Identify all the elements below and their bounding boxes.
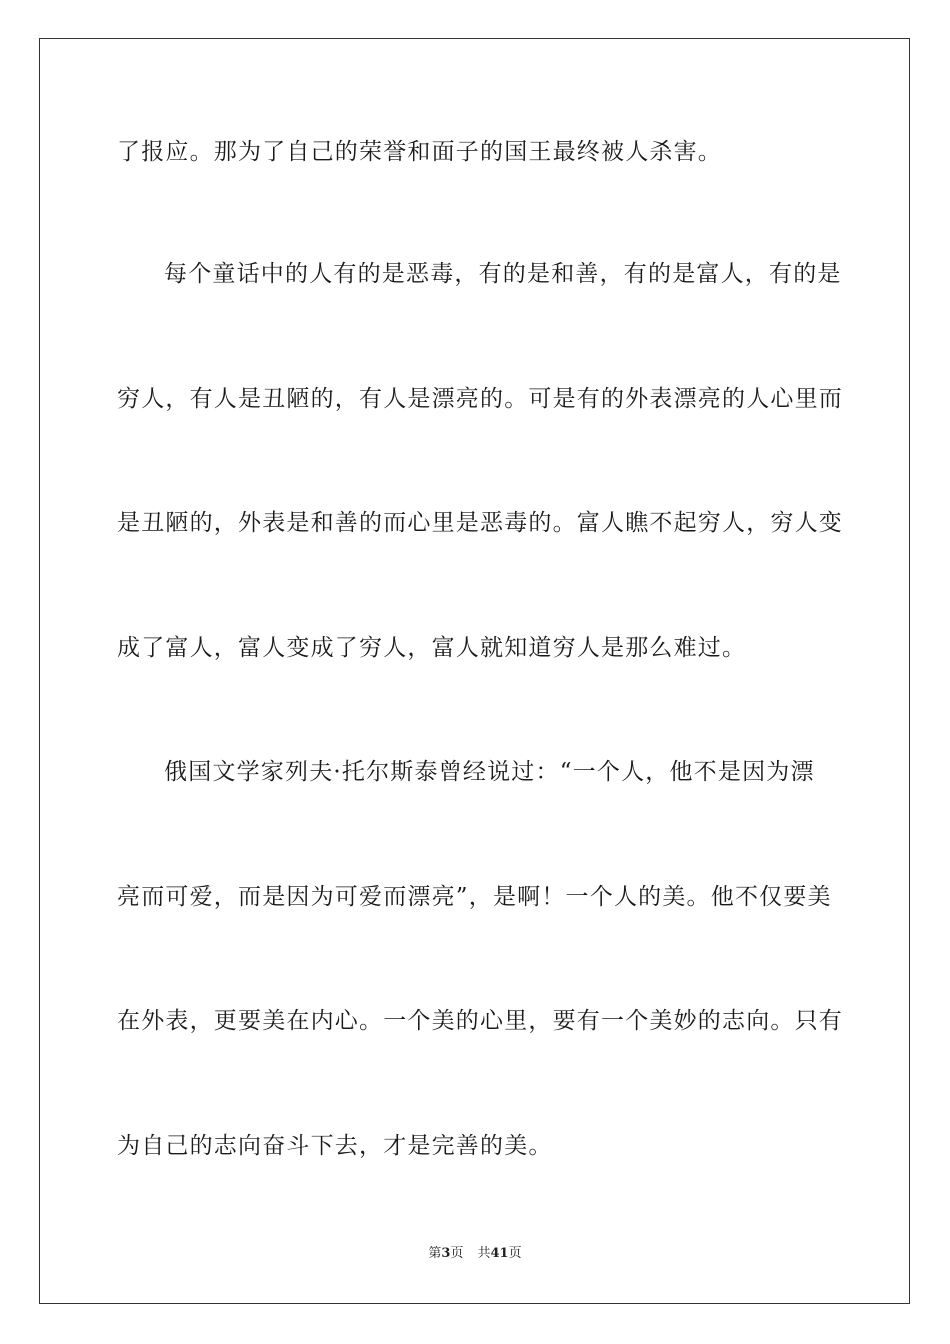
text-line-4: 是丑陋的，外表是和善的而心里是恶毒的。富人瞧不起穷人，穷人变 [117,510,843,536]
page-number: 3 [441,1246,451,1261]
text-line-5: 成了富人，富人变成了穷人，富人就知道穷人是那么难过。 [117,635,747,661]
text-line-9: 为自己的志向奋斗下去，才是完善的美。 [117,1133,553,1159]
total-pages: 41 [490,1246,509,1261]
text-line-1: 了报应。那为了自己的荣誉和面子的国王最终被人杀害。 [117,139,722,165]
text-line-6: 俄国文学家列夫·托尔斯泰曾经说过：“一个人，他不是因为漂 [164,759,815,785]
text-line-3: 穷人，有人是丑陋的，有人是漂亮的。可是有的外表漂亮的人心里而 [117,386,843,412]
page-frame [39,38,910,1304]
text-line-7: 亮而可爱，而是因为可爱而漂亮”，是啊！一个人的美。他不仅要美 [117,884,832,910]
text-line-2: 每个童话中的人有的是恶毒，有的是和善，有的是富人，有的是 [164,261,842,287]
total-prefix: 共 [477,1246,491,1261]
page-suffix: 页 [450,1246,464,1261]
total-suffix: 页 [508,1246,522,1261]
page-prefix: 第 [428,1246,442,1261]
page-footer [0,1245,950,1263]
text-line-8: 在外表，更要美在内心。一个美的心里，要有一个美妙的志向。只有 [117,1008,843,1034]
